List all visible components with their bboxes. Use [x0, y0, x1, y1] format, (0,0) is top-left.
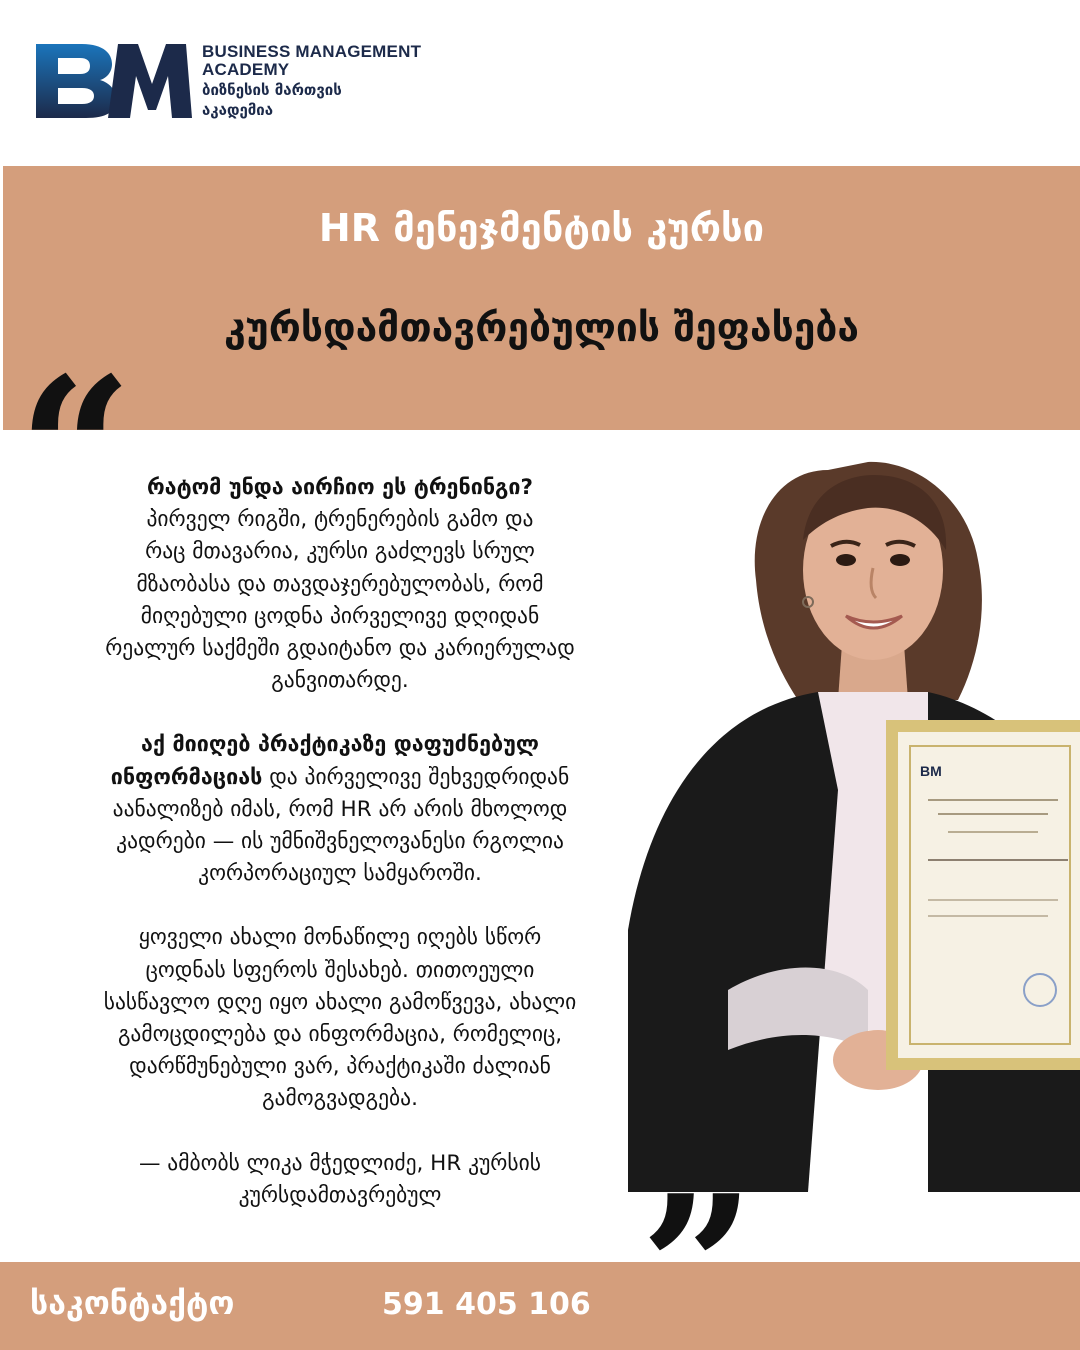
- testimonial-paragraph-1: [10, 472, 670, 697]
- academy-logo: [34, 40, 421, 122]
- testimonial-paragraph-2: [10, 729, 670, 890]
- logo-name-en-line2: ACADEMY: [202, 59, 290, 79]
- testimonial-question: რატომ უნდა აირჩიო ეს ტრენინგი?: [146, 475, 533, 500]
- svg-text:BM: BM: [920, 763, 942, 779]
- text-line: განვითარდე.: [271, 668, 409, 694]
- text-line: ცოდნას სფეროს შესახებ. თითოეული: [145, 957, 535, 983]
- logo-name-en-line1: BUSINESS MANAGEMENT: [202, 41, 422, 61]
- text-line: გამოცდილება და ინფორმაცია, რომელიც,: [117, 1022, 563, 1048]
- text-line: კადრები — ის უმნიშვნელოვანესი რგოლია: [116, 829, 564, 855]
- testimonial-text: [10, 472, 670, 1244]
- bm-logo-mark: [34, 40, 192, 122]
- attribution-line: კურსდამთავრებულ: [238, 1182, 442, 1208]
- review-subtitle: კურსდამთავრებულის შეფასება: [224, 306, 859, 351]
- title-banner: [3, 166, 1080, 430]
- text-line: სასწავლო დღე იყო ახალი გამოწვევა, ახალი: [103, 989, 577, 1015]
- bold-word: ინფორმაციას: [110, 764, 263, 790]
- contact-label: საკონტაქტო: [30, 1284, 235, 1322]
- text-line: მიღებული ცოდნა პირველივე დღიდან: [140, 603, 540, 629]
- logo-name-ka-line1: ბიზნესის მართვის: [202, 80, 342, 99]
- text-line: ყოველი ახალი მონაწილე იღებს სწორ: [138, 925, 542, 951]
- testimonial-paragraph-3: [10, 922, 670, 1115]
- contact-phone[interactable]: 591 405 106: [382, 1287, 591, 1322]
- attribution-line: — ამბობს ლიკა მჭედლიძე, HR კურსის: [138, 1150, 542, 1176]
- text-line: დარწმუნებული ვარ, პრაქტიკაში ძალიან: [129, 1054, 551, 1080]
- text-line: აანალიზებ იმას, რომ HR არ არის მხოლოდ: [112, 796, 568, 822]
- text-line: და პირველივე შეხვედრიდან: [262, 764, 570, 790]
- text-line: პირველ რიგში, ტრენერების გამო და: [146, 507, 534, 533]
- open-quote-icon: “: [18, 334, 134, 569]
- text-line: კორპორაციულ სამყაროში.: [198, 861, 482, 887]
- testimonial-attribution: [10, 1148, 670, 1212]
- contact-footer: [0, 1262, 1080, 1350]
- text-line: გამოგვადგება.: [262, 1086, 418, 1112]
- text-line: აქ მიიღებ პრაქტიკაზე დაფუძნებულ: [141, 732, 539, 758]
- close-quote-icon: ”: [640, 1152, 756, 1350]
- logo-name-ka-line2: აკადემია: [202, 100, 274, 119]
- graduate-photo: [628, 430, 1080, 1192]
- text-line: რეალურ საქმეში გდაიტანო და კარიერულად: [105, 636, 575, 662]
- text-line: რაც მთავარია, კურსი გაძლევს სრულ: [145, 539, 535, 565]
- text-line: მზაობასა და თავდაჯერებულობას, რომ: [136, 571, 544, 597]
- course-title: HR მენეჯმენტის კურსი: [318, 206, 765, 250]
